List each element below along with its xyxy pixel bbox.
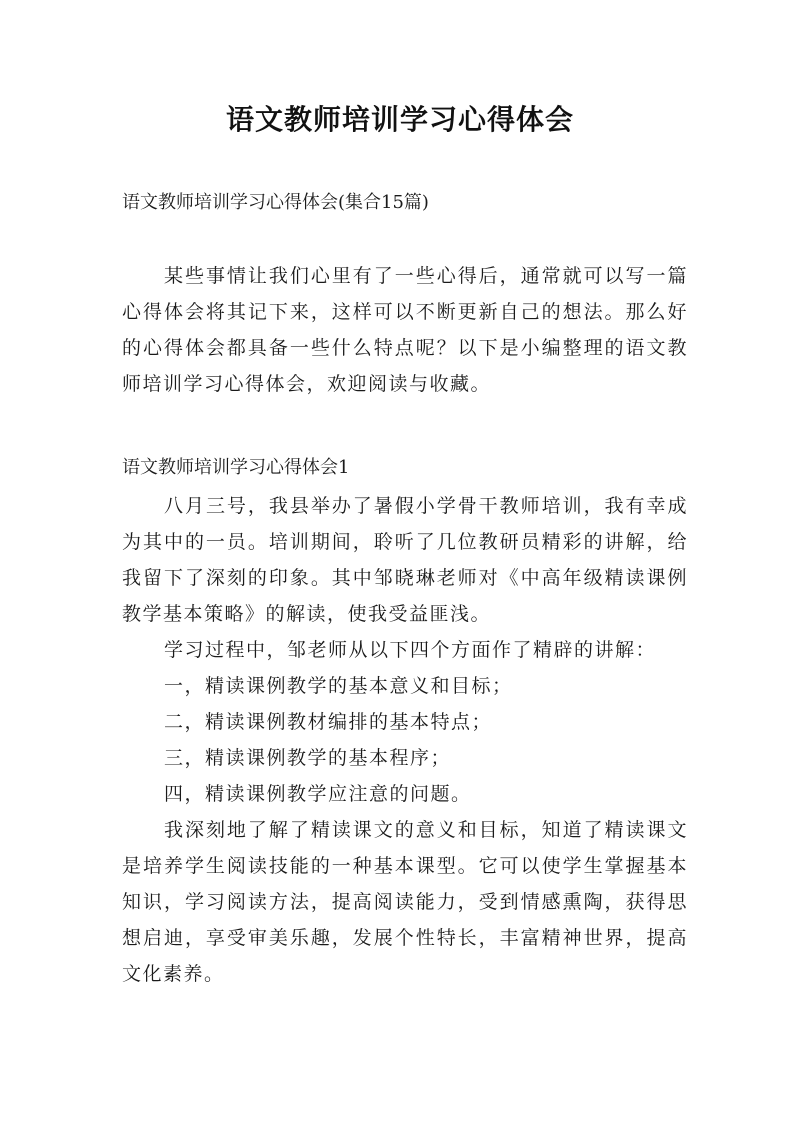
document-title: 语文教师培训学习心得体会 (225, 103, 574, 136)
body-paragraph: 八月三号，我县举办了暑假小学骨干教师培训，我有幸成为其中的一员。培训期间，聆听了几位教研员精彩的讲解，给我留下了深刻的印象。其中邹晓琳老师对《中高年级精读课例教学基本策略》的解读，使我受益匪浅。 (122, 495, 688, 625)
document-subtitle: 语文教师培训学习心得体会(集合15篇) (122, 192, 429, 213)
article-body (122, 488, 688, 992)
body-paragraph: 我深刻地了解了精读课文的意义和目标，知道了精读课文是培养学生阅读技能的一种基本课型。它可以使学生掌握基本知识，学习阅读方法，提高阅读能力，受到情感熏陶，获得思想启迪，享受审美乐趣，发展个性特长，丰富精神世界，提高文化素养。 (122, 819, 688, 985)
section-heading: 语文教师培训学习心得体会1 (122, 457, 350, 478)
list-item: 一，精读课例教学的基本意义和目标； (164, 675, 513, 697)
body-paragraph: 学习过程中，邹老师从以下四个方面作了精辟的讲解： (164, 639, 657, 661)
intro-paragraph: 某些事情让我们心里有了一些心得后，通常就可以写一篇心得体会将其记下来，这样可以不断更新自己的想法。那么好的心得体会都具备一些什么特点呢？以下是小编整理的语文教师培训学习心得体会，欢迎阅读与收藏。 (122, 265, 688, 395)
list-item: 二，精读课例教材编排的基本特点； (164, 711, 493, 733)
list-item: 三，精读课例教学的基本程序； (164, 747, 452, 769)
list-item: 四，精读课例教学应注意的问题。 (164, 783, 472, 805)
